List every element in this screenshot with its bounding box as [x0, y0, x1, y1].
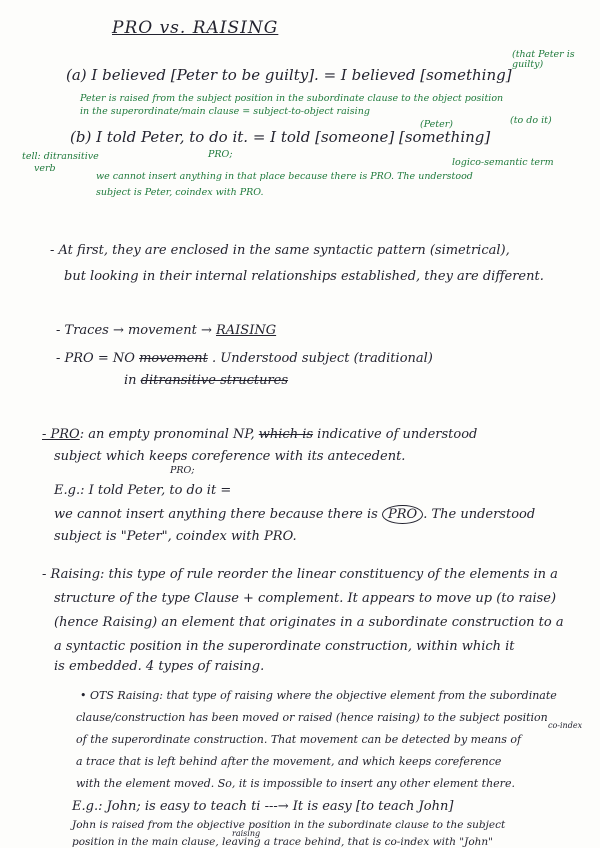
- raising-def-line-3: (hence Raising) an element that originates in a subordinate construction to a: [54, 615, 564, 630]
- example-line-2: John is raised from the objective position in the subordinate clause to the subject: [72, 819, 506, 831]
- summary-structures-row: [124, 374, 288, 387]
- traces-label: - Traces: [56, 323, 109, 338]
- pro-example-line-1: E.g.: I told Peter, to do it =: [54, 483, 232, 498]
- arrow-icon: →: [200, 323, 212, 338]
- ots-line-1: • OTS Raising: that type of raising where the objective element from the subordinate: [80, 689, 557, 702]
- sentence-a: (a) I believed [Peter to be guilty]. = I believed [something]: [66, 66, 512, 84]
- traces-movement: → movement: [112, 323, 197, 338]
- pro-label-b: PRO;: [208, 149, 233, 160]
- page-title: PRO vs. RAISING: [112, 18, 279, 38]
- pro-term: - PRO: [42, 427, 80, 442]
- ots-line-5: with the element moved. So, it is impossible to insert any other element there.: [76, 777, 515, 790]
- summary-pro-row: [56, 352, 433, 365]
- pro-example-line-2: [54, 508, 535, 521]
- understood-subject: . Understood subject (traditional): [212, 351, 433, 366]
- pro-example-end: . The understood: [423, 507, 536, 522]
- pro-no-label: - PRO = NO: [56, 351, 135, 366]
- movement-struck: movement: [139, 351, 208, 366]
- paragraph-1-line-1: - At first, they are enclosed in the same syntactic pattern (simetrical),: [50, 243, 510, 258]
- raising-def-line-1: - Raising: this type of rule reorder the linear constituency of the elements in a: [42, 567, 558, 582]
- side-note-verb: verb: [34, 163, 56, 174]
- logico-semantic-term: logico-semantic term: [452, 157, 554, 168]
- ots-line-2: clause/construction has been moved or raised (hence raising) to the subject position: [76, 711, 548, 724]
- example-line-3: position in the main clause, leaving a trace behind, that is co-index with "John": [72, 836, 494, 848]
- ditransitive-structures-struck: ditransitive structures: [140, 373, 289, 388]
- pro-small-label: PRO;: [170, 465, 195, 476]
- which-is-struck: which is: [258, 427, 314, 442]
- raising-label: RAISING: [215, 323, 277, 338]
- raising-def-line-5: is embedded. 4 types of raising.: [54, 659, 265, 674]
- pro-def-indicative: indicative of understood: [317, 427, 478, 442]
- ots-coindex-note: co-index: [548, 721, 583, 730]
- pro-def-text: : an empty pronominal NP,: [79, 427, 255, 442]
- note-peter: (Peter): [420, 119, 453, 130]
- sentence-b: (b) I told Peter, to do it. = I told [someone] [something]: [70, 128, 491, 146]
- pro-example-line-3: subject is "Peter", coindex with PRO.: [54, 529, 297, 544]
- ots-line-3: of the superordinate construction. That movement can be detected by means of: [76, 733, 522, 746]
- note-b-line-2: subject is Peter, coindex with PRO.: [96, 187, 264, 198]
- note-a-line-1: Peter is raised from the subject position in the subordinate clause to the object position: [80, 93, 504, 104]
- note-a-line-2: in the superordinate/main clause = subject-to-object raising: [80, 106, 370, 117]
- pro-def-line-2: subject which keeps coreference with its antecedent.: [54, 449, 406, 464]
- pro-def-line-1: [42, 428, 477, 441]
- raising-def-line-4: a syntactic position in the superordinate construction, within which it: [54, 639, 515, 654]
- example-line-1: E.g.: John; is easy to teach ti ---→ It is easy [to teach John]: [72, 799, 454, 814]
- pro-example-text: we cannot insert anything there because there is: [54, 507, 378, 522]
- ots-line-4: a trace that is left behind after the movement, and which keeps coreference: [76, 755, 502, 768]
- summary-traces-row: [56, 324, 276, 337]
- note-to-do-it: (to do it): [510, 115, 552, 126]
- pro-circled: PRO: [382, 505, 423, 524]
- in-word: in: [124, 373, 137, 388]
- side-note-tell: tell: ditransitive: [22, 151, 99, 162]
- raising-def-line-2: structure of the type Clause + complement. It appears to move up (to raise): [54, 591, 557, 606]
- note-b-line-1: we cannot insert anything in that place because there is PRO. The understood: [96, 171, 473, 182]
- annotation-that-peter-is-guilty: (that Peter is guilty): [512, 49, 575, 70]
- paragraph-1-line-2: but looking in their internal relationships established, they are different.: [64, 269, 544, 284]
- example-raising-above: raising: [232, 829, 261, 838]
